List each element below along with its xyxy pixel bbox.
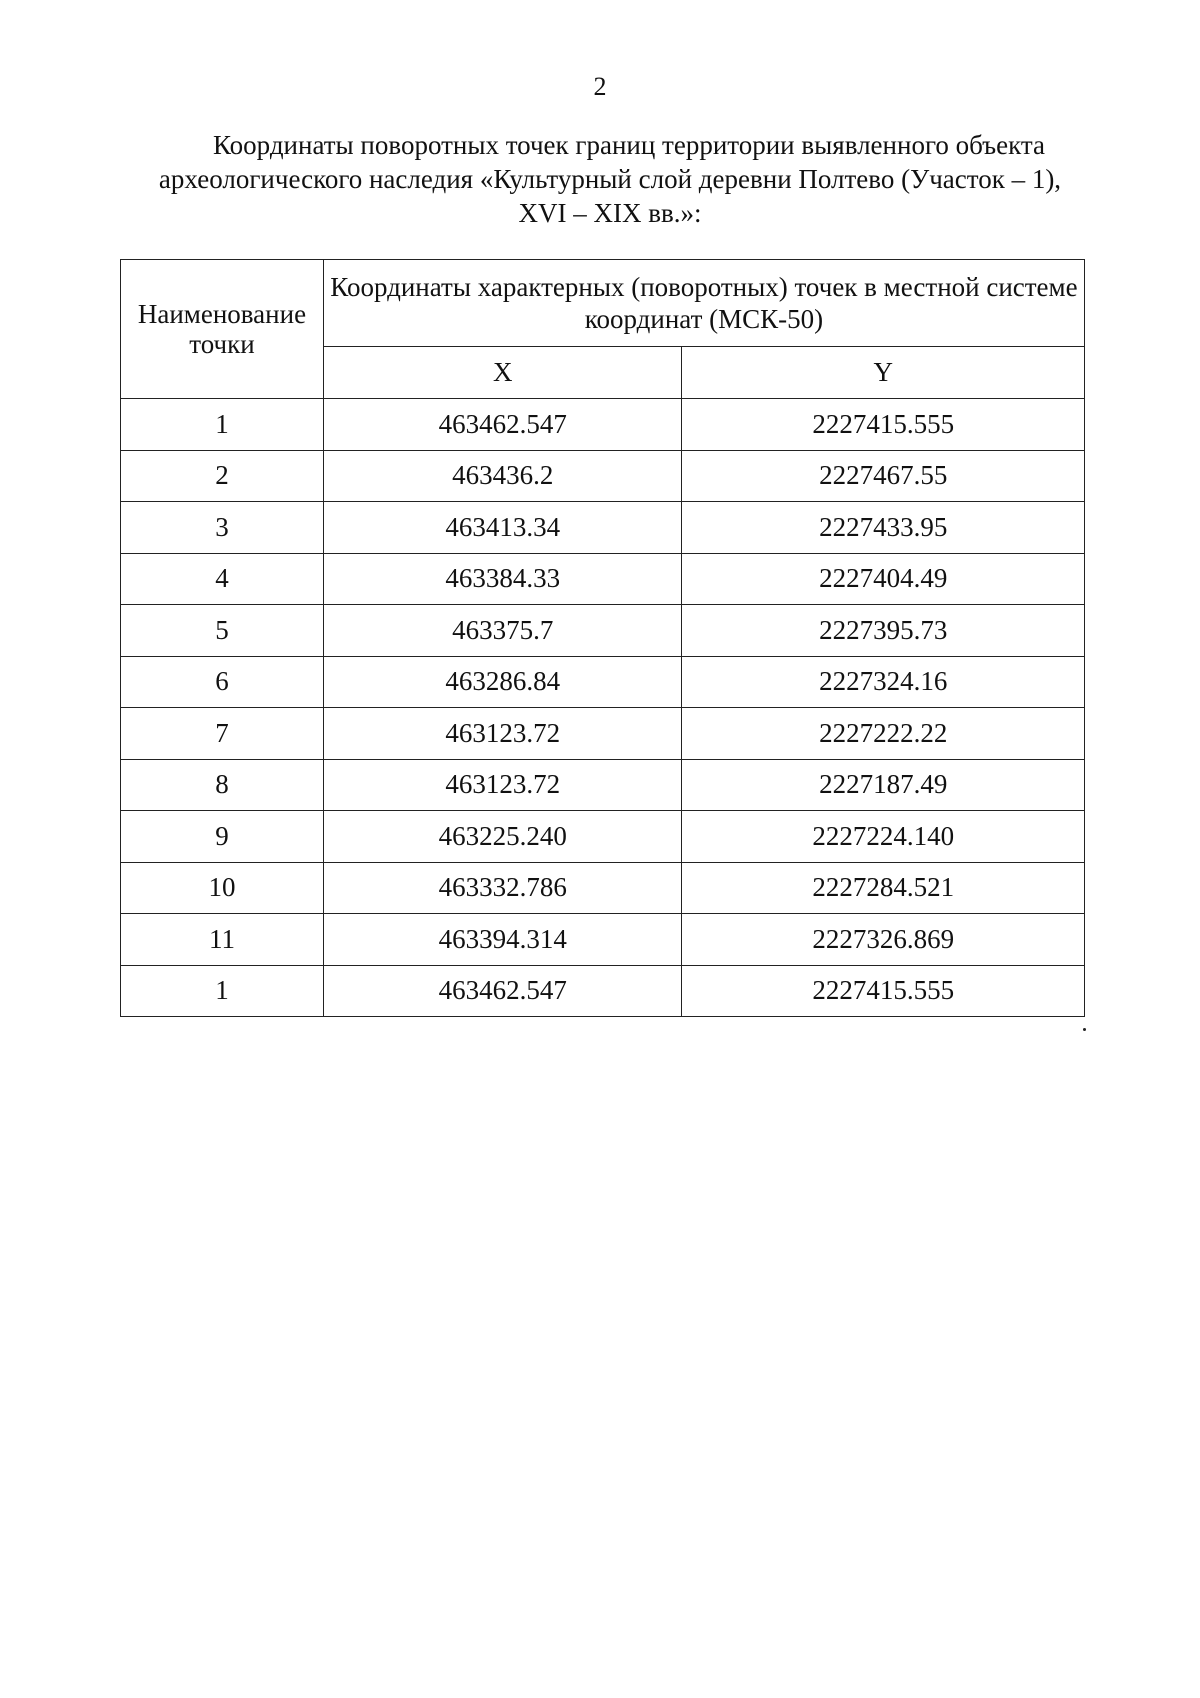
cell-coord-x: 463462.547	[323, 399, 682, 451]
cell-point-name: 7	[121, 708, 324, 760]
title-line-2: археологического наследия «Культурный слой деревни Полтево (Участок – 1),	[158, 164, 1062, 194]
cell-point-name: 1	[121, 965, 324, 1017]
cell-coord-y: 2227415.555	[682, 399, 1085, 451]
cell-coord-y: 2227324.16	[682, 656, 1085, 708]
table-row	[121, 605, 1085, 657]
cell-coord-y: 2227395.73	[682, 605, 1085, 657]
title-line-3: XVI – XIX вв.»:	[518, 198, 702, 228]
cell-coord-x: 463286.84	[323, 656, 682, 708]
header-x: X	[323, 347, 682, 399]
table-body	[121, 399, 1085, 1017]
cell-coord-x: 463123.72	[323, 759, 682, 811]
header-point-name: Наименование точки	[121, 260, 324, 399]
cell-point-name: 6	[121, 656, 324, 708]
cell-coord-x: 463123.72	[323, 708, 682, 760]
cell-coord-x: 463462.547	[323, 965, 682, 1017]
cell-coord-x: 463436.2	[323, 450, 682, 502]
cell-point-name: 2	[121, 450, 324, 502]
cell-point-name: 1	[121, 399, 324, 451]
cell-coord-x: 463394.314	[323, 914, 682, 966]
cell-coord-y: 2227187.49	[682, 759, 1085, 811]
header-y: Y	[682, 347, 1085, 399]
coordinates-table	[120, 259, 1085, 1017]
cell-coord-y: 2227326.869	[682, 914, 1085, 966]
cell-point-name: 5	[121, 605, 324, 657]
cell-coord-y: 2227284.521	[682, 862, 1085, 914]
cell-point-name: 8	[121, 759, 324, 811]
table-row	[121, 502, 1085, 554]
table-row	[121, 553, 1085, 605]
cell-coord-x: 463375.7	[323, 605, 682, 657]
table-row	[121, 811, 1085, 863]
cell-coord-y: 2227404.49	[682, 553, 1085, 605]
cell-coord-y: 2227415.555	[682, 965, 1085, 1017]
table-row	[121, 965, 1085, 1017]
cell-coord-y: 2227222.22	[682, 708, 1085, 760]
table-row	[121, 914, 1085, 966]
title-line-1: Координаты поворотных точек границ территории выявленного объекта	[213, 130, 1045, 160]
table-row	[121, 759, 1085, 811]
cell-coord-y: 2227224.140	[682, 811, 1085, 863]
trailing-period	[1083, 1028, 1086, 1031]
header-coordinates-group: Координаты характерных (поворотных) точек в местной системе координат (МСК-50)	[323, 260, 1084, 347]
table-row	[121, 450, 1085, 502]
table-row	[121, 399, 1085, 451]
cell-coord-x: 463384.33	[323, 553, 682, 605]
cell-point-name: 3	[121, 502, 324, 554]
document-title	[120, 128, 1100, 230]
cell-point-name: 10	[121, 862, 324, 914]
cell-coord-x: 463332.786	[323, 862, 682, 914]
table-row	[121, 656, 1085, 708]
cell-coord-x: 463413.34	[323, 502, 682, 554]
cell-coord-y: 2227433.95	[682, 502, 1085, 554]
cell-point-name: 11	[121, 914, 324, 966]
table-row	[121, 708, 1085, 760]
page-number: 2	[593, 72, 607, 101]
cell-point-name: 9	[121, 811, 324, 863]
table-row	[121, 862, 1085, 914]
cell-point-name: 4	[121, 553, 324, 605]
cell-coord-x: 463225.240	[323, 811, 682, 863]
cell-coord-y: 2227467.55	[682, 450, 1085, 502]
